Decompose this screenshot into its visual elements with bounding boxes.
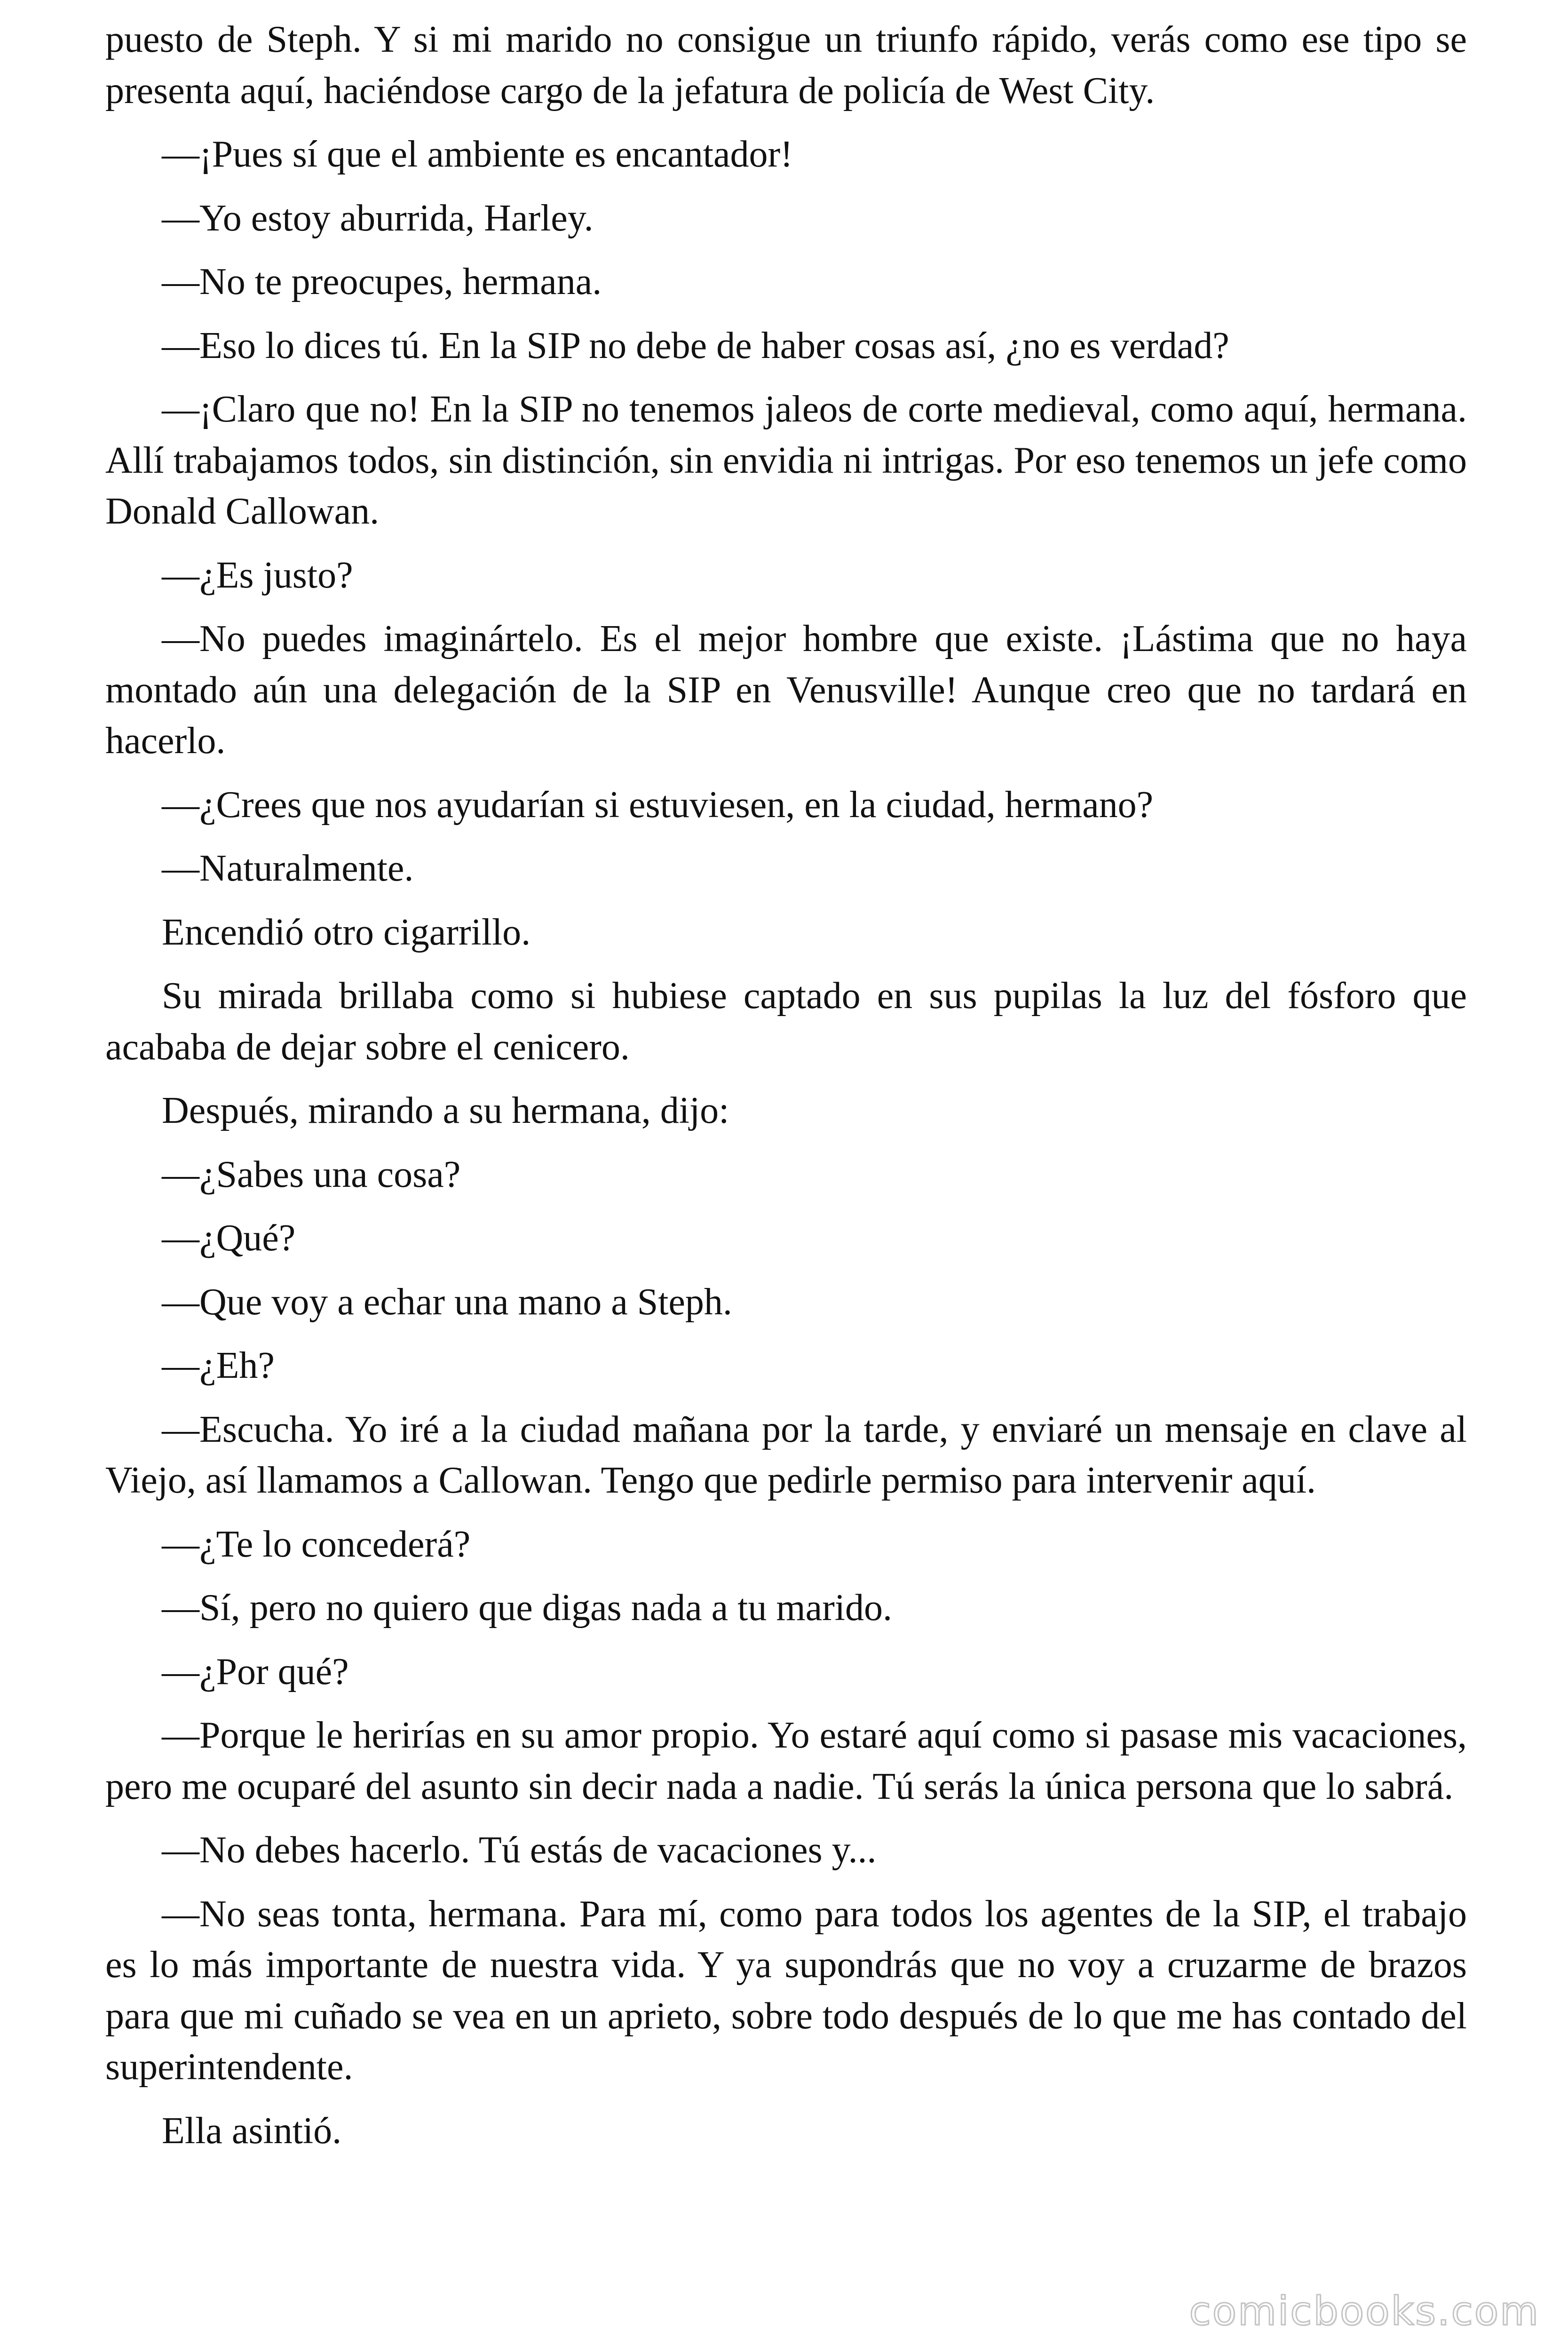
paragraph: Encendió otro cigarrillo.: [162, 911, 531, 953]
paragraph: —¿Eh?: [162, 1345, 275, 1386]
paragraph: —¿Sabes una cosa?: [162, 1153, 461, 1195]
paragraph: —Sí, pero no quiero que digas nada a tu marido.: [162, 1587, 892, 1629]
paragraph: —¿Por qué?: [162, 1651, 349, 1692]
paragraph: —¿Crees que nos ayudarían si estuviesen, en la ciudad, hermano?: [162, 784, 1154, 826]
paragraph: —¡Pues sí que el ambiente es encantador!: [162, 134, 793, 175]
paragraph: —¿Qué?: [162, 1217, 296, 1259]
paragraph: puesto de Steph. Y si mi marido no consigue un triunfo rápido, verás como ese tipo se presenta aquí, haciéndose cargo de la jefatura de policía de West City.: [105, 19, 1467, 111]
watermark-logo: comicbooks.com: [1189, 2288, 1540, 2334]
paragraph: —No debes hacerlo. Tú estás de vacaciones y...: [162, 1829, 877, 1871]
paragraph: —No seas tonta, hermana. Para mí, como para todos los agentes de la SIP, el trabajo es lo más importante de nuestra vida. Y ya supondrás que no voy a cruzarme de brazos para que mi cuñado se vea en un aprieto, sobre todo después de lo que me has contado del superintendente.: [105, 1893, 1467, 2088]
paragraph: —¿Es justo?: [162, 554, 353, 596]
paragraph: —¡Claro que no! En la SIP no tenemos jaleos de corte medieval, como aquí, hermana. Allí trabajamos todos, sin distinción, sin envidia ni intrigas. Por eso tenemos un jefe como Donald Callowan.: [105, 389, 1467, 532]
paragraph: —Eso lo dices tú. En la SIP no debe de haber cosas así, ¿no es verdad?: [162, 325, 1229, 366]
paragraph: Su mirada brillaba como si hubiese captado en sus pupilas la luz del fósforo que acababa de dejar sobre el cenicero.: [105, 975, 1467, 1068]
paragraph: —Naturalmente.: [162, 848, 414, 889]
paragraph: —Escucha. Yo iré a la ciudad mañana por la tarde, y enviaré un mensaje en clave al Viejo, así llamamos a Callowan. Tengo que pedirle permiso para intervenir aquí.: [105, 1408, 1467, 1501]
paragraph: Después, mirando a su hermana, dijo:: [162, 1090, 729, 1131]
page-text-body: [105, 14, 1467, 2169]
paragraph: —Que voy a echar una mano a Steph.: [162, 1281, 732, 1323]
paragraph: —No puedes imaginártelo. Es el mejor hombre que existe. ¡Lástima que no haya montado aún una delegación de la SIP en Venusville! Aunque creo que no tardará en hacerlo.: [105, 618, 1467, 762]
paragraph: —Yo estoy aburrida, Harley.: [162, 197, 594, 239]
paragraph: —¿Te lo concederá?: [162, 1523, 471, 1565]
paragraph: —No te preocupes, hermana.: [162, 261, 602, 302]
paragraph: —Porque le herirías en su amor propio. Yo estaré aquí como si pasase mis vacaciones, pero me ocuparé del asunto sin decir nada a nadie. Tú serás la única persona que lo sabrá.: [105, 1715, 1467, 1807]
paragraph: Ella asintió.: [162, 2110, 342, 2152]
